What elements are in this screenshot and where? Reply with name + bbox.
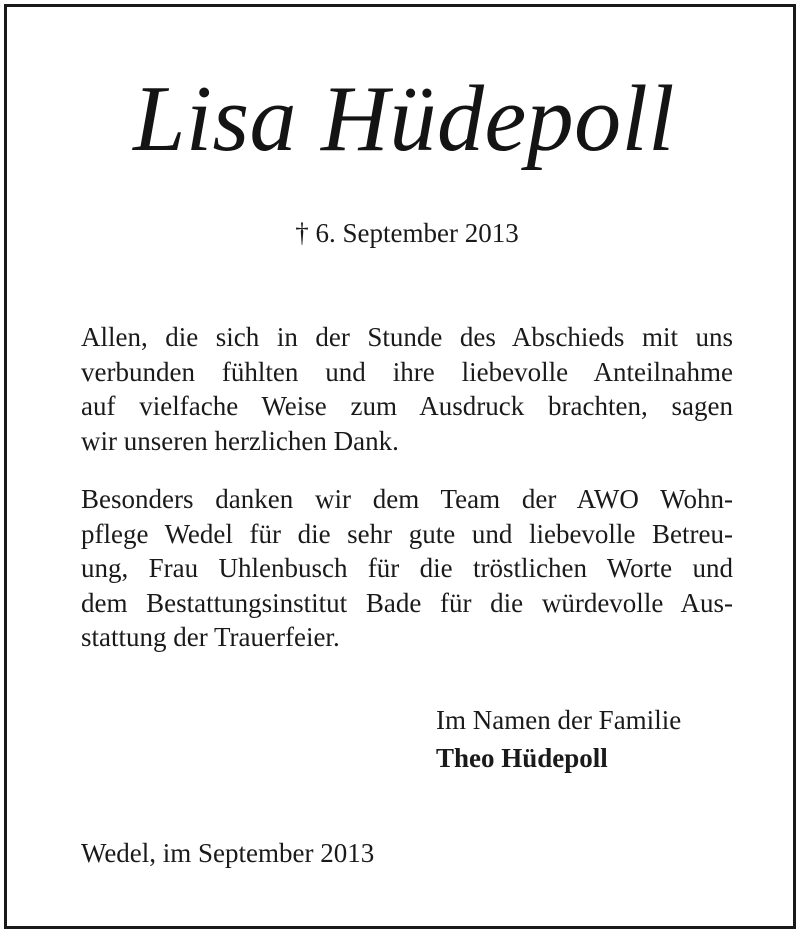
signature-block	[436, 701, 681, 777]
death-date: † 6. September 2013	[295, 218, 519, 248]
paragraph-line: pflege Wedel für die sehr gute und liebevolle Betreu-	[81, 518, 733, 549]
signer-name: Theo Hüdepoll	[436, 743, 608, 773]
paragraph-line: auf vielfache Weise zum Ausdruck brachten, sagen	[81, 391, 733, 421]
paragraph-line: dem Bestattungsinstitut Bade für die würdevolle Aus-	[81, 587, 733, 618]
place-and-date: Wedel, im September 2013	[81, 838, 375, 868]
paragraph-line: ung, Frau Uhlenbusch für die tröstlichen Worte und	[81, 553, 733, 583]
paragraph-line: stattung der Trauerfeier.	[81, 622, 340, 652]
deceased-name: Lisa Hüdepoll	[133, 67, 675, 171]
paragraph-line: Besonders danken wir dem Team der AWO Wohn-	[81, 484, 733, 514]
signature-intro: Im Namen der Familie	[436, 705, 682, 735]
thanks-paragraph	[81, 320, 733, 458]
notice-frame	[4, 4, 796, 929]
paragraph-line: verbunden fühlten und ihre liebevolle Anteilnahme	[81, 356, 733, 387]
paragraph-line: Allen, die sich in der Stunde des Abschieds mit uns	[81, 322, 733, 352]
paragraph-line: wir unseren herzlichen Dank.	[81, 425, 399, 456]
special-thanks-paragraph	[81, 482, 733, 655]
